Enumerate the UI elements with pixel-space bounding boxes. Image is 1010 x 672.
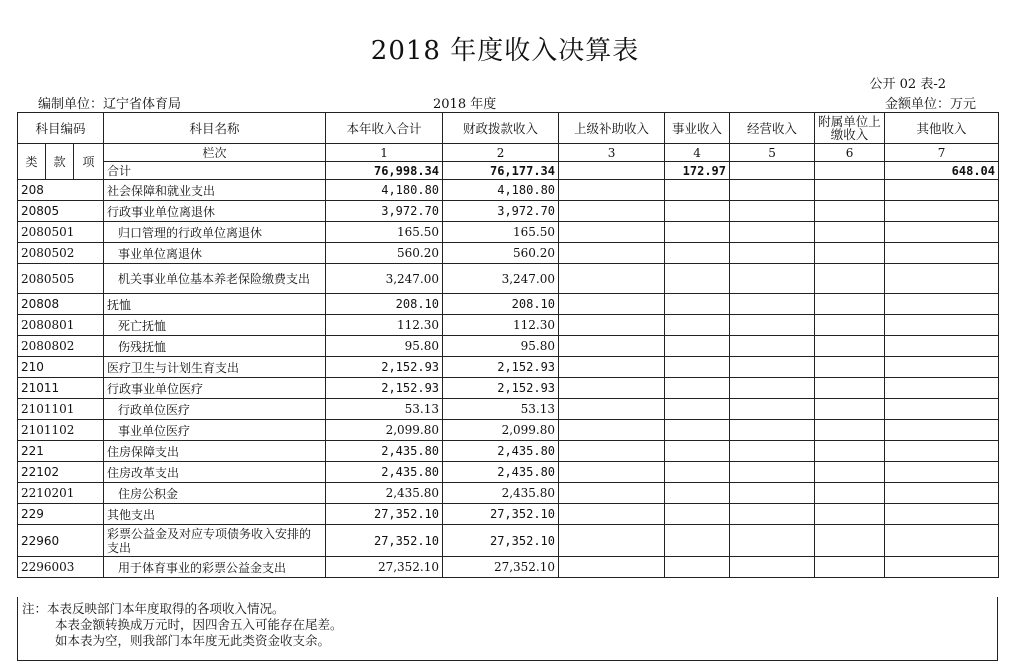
row-c7 bbox=[885, 378, 999, 399]
row-c1: 2,435.80 bbox=[326, 483, 443, 504]
row-c1: 2,435.80 bbox=[326, 441, 443, 462]
row-c7 bbox=[885, 180, 999, 201]
row-c7 bbox=[885, 243, 999, 264]
table-row bbox=[18, 441, 999, 462]
row-c1: 2,152.93 bbox=[326, 378, 443, 399]
note-line-3: 如本表为空，则我部门本年度无此类资金收支余。 bbox=[55, 633, 331, 648]
lei-label: 类 bbox=[18, 144, 46, 180]
col-name-header: 科目名称 bbox=[104, 113, 326, 144]
total-c4: 172.97 bbox=[665, 162, 730, 180]
row-c3 bbox=[559, 525, 665, 557]
row-c1: 4,180.80 bbox=[326, 180, 443, 201]
row-c7 bbox=[885, 264, 999, 294]
col-fiscal-header: 财政拨款收入 bbox=[443, 113, 559, 144]
row-c3 bbox=[559, 180, 665, 201]
row-c4 bbox=[665, 420, 730, 441]
row-c2: 2,435.80 bbox=[443, 441, 559, 462]
table-row bbox=[18, 483, 999, 504]
table-row bbox=[18, 525, 999, 557]
row-c6 bbox=[815, 462, 885, 483]
row-c1: 3,247.00 bbox=[326, 264, 443, 294]
table-row bbox=[18, 264, 999, 294]
subheader-row bbox=[18, 144, 999, 162]
col-total-header: 本年收入合计 bbox=[326, 113, 443, 144]
row-c6 bbox=[815, 420, 885, 441]
table-row bbox=[18, 420, 999, 441]
row-c5 bbox=[730, 462, 815, 483]
row-c6 bbox=[815, 222, 885, 243]
row-c2: 3,972.70 bbox=[443, 201, 559, 222]
row-c5 bbox=[730, 180, 815, 201]
row-c3 bbox=[559, 483, 665, 504]
note-line-2: 本表金额转换成万元时，因四舍五入可能存在尾差。 bbox=[55, 617, 343, 632]
table-row bbox=[18, 462, 999, 483]
row-c4 bbox=[665, 222, 730, 243]
kuan-label: 款 bbox=[46, 144, 74, 180]
row-c4 bbox=[665, 399, 730, 420]
total-c5 bbox=[730, 162, 815, 180]
note-line-1: 注：本表反映部门本年度取得的各项收入情况。 bbox=[22, 601, 285, 616]
row-code: 2080505 bbox=[18, 264, 104, 294]
row-c1: 560.20 bbox=[326, 243, 443, 264]
row-c7 bbox=[885, 462, 999, 483]
col-num-2: 2 bbox=[443, 144, 559, 162]
row-c4 bbox=[665, 180, 730, 201]
row-code: 22960 bbox=[18, 525, 104, 557]
row-c5 bbox=[730, 525, 815, 557]
row-c6 bbox=[815, 357, 885, 378]
row-name: 社会保障和就业支出 bbox=[104, 180, 326, 201]
row-c7 bbox=[885, 504, 999, 525]
row-name: 行政单位医疗 bbox=[104, 399, 326, 420]
row-code: 221 bbox=[18, 441, 104, 462]
row-code: 229 bbox=[18, 504, 104, 525]
row-c1: 53.13 bbox=[326, 399, 443, 420]
row-c2: 53.13 bbox=[443, 399, 559, 420]
row-c2: 2,435.80 bbox=[443, 462, 559, 483]
row-c3 bbox=[559, 201, 665, 222]
table-row bbox=[18, 378, 999, 399]
row-c1: 112.30 bbox=[326, 315, 443, 336]
row-c1: 2,152.93 bbox=[326, 357, 443, 378]
report-year: 2018 年度 bbox=[433, 97, 497, 112]
row-c5 bbox=[730, 420, 815, 441]
row-c1: 2,435.80 bbox=[326, 462, 443, 483]
row-c7 bbox=[885, 357, 999, 378]
row-c4 bbox=[665, 441, 730, 462]
col-num-4: 4 bbox=[665, 144, 730, 162]
row-c2: 2,152.93 bbox=[443, 357, 559, 378]
table-body bbox=[18, 180, 999, 578]
table-row bbox=[18, 294, 999, 315]
total-c3 bbox=[559, 162, 665, 180]
row-c6 bbox=[815, 180, 885, 201]
row-c5 bbox=[730, 264, 815, 294]
row-c2: 27,352.10 bbox=[443, 557, 559, 578]
row-c6 bbox=[815, 294, 885, 315]
row-c2: 27,352.10 bbox=[443, 525, 559, 557]
row-c5 bbox=[730, 441, 815, 462]
row-c6 bbox=[815, 483, 885, 504]
col-num-7: 7 bbox=[885, 144, 999, 162]
row-c3 bbox=[559, 462, 665, 483]
col-affiliated-header: 附属单位上缴收入 bbox=[815, 113, 885, 144]
row-c2: 95.80 bbox=[443, 336, 559, 357]
row-c6 bbox=[815, 525, 885, 557]
row-code: 2080502 bbox=[18, 243, 104, 264]
row-c4 bbox=[665, 264, 730, 294]
table-row bbox=[18, 222, 999, 243]
col-business-header: 事业收入 bbox=[665, 113, 730, 144]
row-c3 bbox=[559, 504, 665, 525]
row-c1: 2,099.80 bbox=[326, 420, 443, 441]
row-code: 2080501 bbox=[18, 222, 104, 243]
row-c6 bbox=[815, 243, 885, 264]
row-code: 208 bbox=[18, 180, 104, 201]
row-c6 bbox=[815, 378, 885, 399]
col-num-6: 6 bbox=[815, 144, 885, 162]
row-c2: 3,247.00 bbox=[443, 264, 559, 294]
row-c2: 4,180.80 bbox=[443, 180, 559, 201]
row-code: 2101101 bbox=[18, 399, 104, 420]
row-c5 bbox=[730, 336, 815, 357]
table-row bbox=[18, 243, 999, 264]
row-name: 归口管理的行政单位离退休 bbox=[104, 222, 326, 243]
row-c4 bbox=[665, 315, 730, 336]
row-c6 bbox=[815, 557, 885, 578]
xiang-label: 项 bbox=[74, 144, 104, 180]
row-c4 bbox=[665, 378, 730, 399]
row-c3 bbox=[559, 315, 665, 336]
row-c1: 27,352.10 bbox=[326, 557, 443, 578]
row-c1: 27,352.10 bbox=[326, 504, 443, 525]
table-row bbox=[18, 504, 999, 525]
row-c5 bbox=[730, 399, 815, 420]
row-c2: 2,099.80 bbox=[443, 420, 559, 441]
row-c2: 112.30 bbox=[443, 315, 559, 336]
row-name: 住房保障支出 bbox=[104, 441, 326, 462]
row-name: 住房公积金 bbox=[104, 483, 326, 504]
row-c7 bbox=[885, 222, 999, 243]
row-c3 bbox=[559, 420, 665, 441]
row-code: 2101102 bbox=[18, 420, 104, 441]
row-c2: 165.50 bbox=[443, 222, 559, 243]
row-c7 bbox=[885, 441, 999, 462]
row-name: 行政事业单位医疗 bbox=[104, 378, 326, 399]
total-c6 bbox=[815, 162, 885, 180]
amount-unit: 金额单位：万元 bbox=[884, 97, 976, 112]
lanci-label: 栏次 bbox=[104, 144, 326, 162]
row-code: 210 bbox=[18, 357, 104, 378]
col-code-header: 科目编码 bbox=[18, 113, 104, 144]
row-c3 bbox=[559, 243, 665, 264]
row-c1: 27,352.10 bbox=[326, 525, 443, 557]
row-c3 bbox=[559, 441, 665, 462]
row-c5 bbox=[730, 243, 815, 264]
table-row bbox=[18, 399, 999, 420]
row-c5 bbox=[730, 557, 815, 578]
row-c7 bbox=[885, 201, 999, 222]
row-c4 bbox=[665, 504, 730, 525]
row-name: 死亡抚恤 bbox=[104, 315, 326, 336]
footnote bbox=[17, 597, 998, 661]
total-row bbox=[18, 162, 999, 180]
row-c5 bbox=[730, 201, 815, 222]
row-c1: 208.10 bbox=[326, 294, 443, 315]
row-name: 伤残抚恤 bbox=[104, 336, 326, 357]
row-c3 bbox=[559, 222, 665, 243]
table-row bbox=[18, 315, 999, 336]
table-row bbox=[18, 557, 999, 578]
row-c6 bbox=[815, 441, 885, 462]
org-name: 编制单位：辽宁省体育局 bbox=[38, 97, 182, 112]
row-c1: 165.50 bbox=[326, 222, 443, 243]
row-c6 bbox=[815, 201, 885, 222]
col-other-header: 其他收入 bbox=[885, 113, 999, 144]
row-c7 bbox=[885, 420, 999, 441]
table-row bbox=[18, 357, 999, 378]
row-name: 其他支出 bbox=[104, 504, 326, 525]
row-c2: 2,152.93 bbox=[443, 378, 559, 399]
row-name: 行政事业单位离退休 bbox=[104, 201, 326, 222]
row-c3 bbox=[559, 399, 665, 420]
row-c6 bbox=[815, 399, 885, 420]
row-name: 抚恤 bbox=[104, 294, 326, 315]
row-code: 2210201 bbox=[18, 483, 104, 504]
row-name: 医疗卫生与计划生育支出 bbox=[104, 357, 326, 378]
row-c2: 560.20 bbox=[443, 243, 559, 264]
row-c3 bbox=[559, 557, 665, 578]
row-code: 2080802 bbox=[18, 336, 104, 357]
row-code: 20808 bbox=[18, 294, 104, 315]
row-c6 bbox=[815, 315, 885, 336]
row-c5 bbox=[730, 378, 815, 399]
table-row bbox=[18, 336, 999, 357]
row-c7 bbox=[885, 399, 999, 420]
row-c7 bbox=[885, 483, 999, 504]
row-c4 bbox=[665, 336, 730, 357]
row-c5 bbox=[730, 483, 815, 504]
row-code: 20805 bbox=[18, 201, 104, 222]
row-c4 bbox=[665, 557, 730, 578]
row-c5 bbox=[730, 222, 815, 243]
row-name: 用于体育事业的彩票公益金支出 bbox=[104, 557, 326, 578]
row-c4 bbox=[665, 294, 730, 315]
total-c2: 76,177.34 bbox=[443, 162, 559, 180]
row-c4 bbox=[665, 201, 730, 222]
row-code: 2296003 bbox=[18, 557, 104, 578]
row-c4 bbox=[665, 357, 730, 378]
row-c7 bbox=[885, 525, 999, 557]
col-num-1: 1 bbox=[326, 144, 443, 162]
row-code: 2080801 bbox=[18, 315, 104, 336]
row-c2: 208.10 bbox=[443, 294, 559, 315]
col-num-5: 5 bbox=[730, 144, 815, 162]
row-c5 bbox=[730, 294, 815, 315]
row-c4 bbox=[665, 243, 730, 264]
row-c2: 2,435.80 bbox=[443, 483, 559, 504]
total-label: 合计 bbox=[104, 162, 326, 180]
row-code: 21011 bbox=[18, 378, 104, 399]
row-name: 事业单位医疗 bbox=[104, 420, 326, 441]
total-c1: 76,998.34 bbox=[326, 162, 443, 180]
row-c5 bbox=[730, 357, 815, 378]
row-c5 bbox=[730, 315, 815, 336]
row-c6 bbox=[815, 504, 885, 525]
row-c2: 27,352.10 bbox=[443, 504, 559, 525]
form-code: 公开 02 表-2 bbox=[869, 77, 946, 92]
table-row bbox=[18, 201, 999, 222]
row-c1: 3,972.70 bbox=[326, 201, 443, 222]
row-c7 bbox=[885, 294, 999, 315]
page-title: 2018 年度收入决算表 bbox=[370, 36, 640, 66]
row-c1: 95.80 bbox=[326, 336, 443, 357]
row-c5 bbox=[730, 504, 815, 525]
row-c3 bbox=[559, 264, 665, 294]
header-row bbox=[18, 113, 999, 144]
row-name: 机关事业单位基本养老保险缴费支出 bbox=[104, 264, 326, 294]
row-c3 bbox=[559, 336, 665, 357]
row-name: 住房改革支出 bbox=[104, 462, 326, 483]
row-c4 bbox=[665, 483, 730, 504]
row-c7 bbox=[885, 336, 999, 357]
row-c6 bbox=[815, 264, 885, 294]
col-operating-header: 经营收入 bbox=[730, 113, 815, 144]
row-name: 彩票公益金及对应专项债务收入安排的支出 bbox=[104, 525, 326, 557]
row-c3 bbox=[559, 378, 665, 399]
row-name: 事业单位离退休 bbox=[104, 243, 326, 264]
col-superior-header: 上级补助收入 bbox=[559, 113, 665, 144]
row-c7 bbox=[885, 315, 999, 336]
row-c3 bbox=[559, 357, 665, 378]
row-code: 22102 bbox=[18, 462, 104, 483]
row-c4 bbox=[665, 525, 730, 557]
income-table bbox=[17, 112, 999, 578]
row-c6 bbox=[815, 336, 885, 357]
table-row bbox=[18, 180, 999, 201]
row-c3 bbox=[559, 294, 665, 315]
total-c7: 648.04 bbox=[885, 162, 999, 180]
row-c7 bbox=[885, 557, 999, 578]
col-num-3: 3 bbox=[559, 144, 665, 162]
row-c4 bbox=[665, 462, 730, 483]
